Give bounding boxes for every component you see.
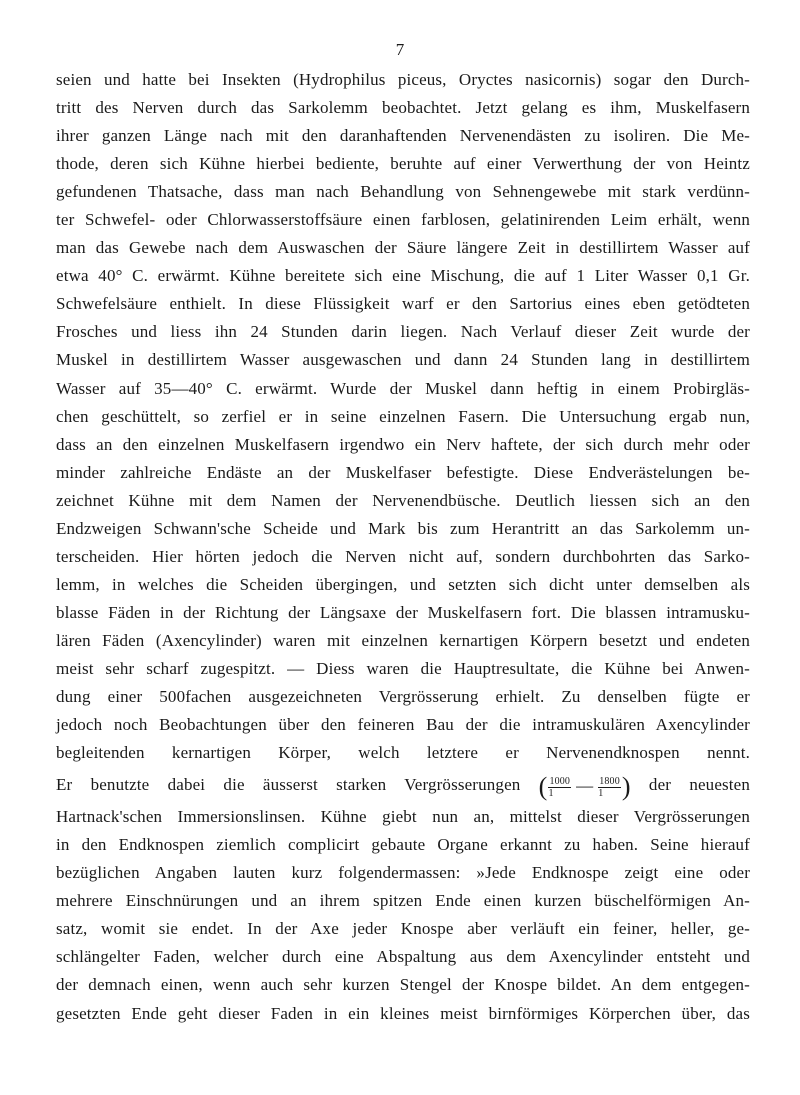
text-line: man das Gewebe nach dem Auswaschen der Säure längere Zeit in destillirtem Wasser auf xyxy=(56,238,750,258)
magnification-fraction xyxy=(539,768,631,804)
fraction-1000 xyxy=(548,776,571,799)
text-line: Endzweigen Schwann'sche Scheide und Mark bis zum Herantritt an das Sarkolemm un- xyxy=(56,518,750,538)
text-line: terscheiden. Hier hörten jedoch die Nerven nicht auf, sondern durchbohrten das Sarko- xyxy=(56,546,750,566)
text-line: Frosches und liess ihn 24 Stunden darin liegen. Nach Verlauf dieser Zeit wurde der xyxy=(56,322,750,342)
text-line: jedoch noch Beobachtungen über den feineren Bau der die intramuskulären Axencylinder xyxy=(56,715,750,735)
text-segment: der neuesten xyxy=(648,775,750,795)
text-line: lemm, in welches die Scheiden übergingen, und setzten sich dicht unter demselben als xyxy=(56,574,750,594)
fraction-1800 xyxy=(598,776,621,799)
text-line: bezüglichen Angaben lauten kurz folgendermassen: »Jede Endknospe zeigt eine oder xyxy=(56,863,750,883)
dash: — xyxy=(576,776,594,796)
text-line: thode, deren sich Kühne hierbei bediente, beruhte auf einer Verwerthung der von Heintz xyxy=(56,154,750,174)
text-line: Schwefelsäure enthielt. In diese Flüssigkeit warf er den Sartorius eines eben getödteten xyxy=(56,294,750,314)
text-line: begleitenden kernartigen Körper, welch letztere er Nervenendknospen nennt. xyxy=(56,743,750,763)
text-line: chen geschüttelt, so zerfiel er in seine einzelnen Fasern. Die Untersuchung ergab nun, xyxy=(56,406,750,426)
fraction-numerator: 1800 xyxy=(599,775,620,787)
fraction-denominator: 1 xyxy=(598,787,604,799)
text-line: Muskel in destillirtem Wasser ausgewaschen und dann 24 Stunden lang in destillirtem xyxy=(56,350,750,370)
body-text xyxy=(56,66,750,1028)
text-line: minder zahlreiche Endäste an der Muskelfaser befestigte. Diese Endverästelungen be- xyxy=(56,462,750,482)
text-line: zeichnet Kühne mit dem Namen der Nervenendbüsche. Deutlich liessen sich an den xyxy=(56,490,750,510)
text-line: Hartnack'schen Immersionslinsen. Kühne giebt nun an, mittelst dieser Vergrösserungen xyxy=(56,807,750,827)
text-line: lären Fäden (Axencylinder) waren mit einzelnen kernartigen Körpern besetzt und endeten xyxy=(56,630,750,650)
fraction-denominator: 1 xyxy=(548,787,554,799)
close-paren: ) xyxy=(621,772,631,802)
text-line: seien und hatte bei Insekten (Hydrophilus piceus, Oryctes nasicornis) sogar den Durch- xyxy=(56,70,750,89)
text-line: satz, womit sie endet. In der Axe jeder Knospe aber verläuft ein feiner, heller, ge- xyxy=(56,919,750,939)
text-line: gesetzten Ende geht dieser Faden in ein kleines meist birnförmiges Körperchen über, das xyxy=(56,1003,750,1023)
text-line: Wasser auf 35—40° C. erwärmt. Wurde der Muskel dann heftig in einem Probirgläs- xyxy=(56,378,750,398)
open-paren: ( xyxy=(538,772,548,802)
text-line: mehrere Einschnürungen und an ihrem spitzen Ende einen kurzen büschelförmigen An- xyxy=(56,891,750,911)
page-number: 7 xyxy=(395,40,405,59)
text-line: meist sehr scharf zugespitzt. — Diess waren die Hauptresultate, die Kühne bei Anwen- xyxy=(56,658,750,678)
text-line: dung einer 500fachen ausgezeichneten Vergrösserung erhielt. Zu denselben fügte er xyxy=(56,687,750,707)
text-segment: Er benutzte dabei die äusserst starken Vergrösserungen xyxy=(56,775,521,795)
magnification-line xyxy=(56,767,750,803)
text-line: schlängelter Faden, welcher durch eine Abspaltung aus dem Axencylinder entsteht und xyxy=(56,947,750,967)
text-line: ihrer ganzen Länge nach mit den daranhaftenden Nervenendästen zu isoliren. Die Me- xyxy=(56,126,750,146)
text-line: der demnach einen, wenn auch sehr kurzen Stengel der Knospe bildet. An dem entgegen- xyxy=(56,975,750,995)
text-line: ter Schwefel- oder Chlorwasserstoffsäure einen farblosen, gelatinirenden Leim erhält, wenn xyxy=(56,210,750,230)
text-line: dass an den einzelnen Muskelfasern irgendwo ein Nerv haftete, der sich durch mehr oder xyxy=(56,434,750,454)
text-line: tritt des Nerven durch das Sarkolemm beobachtet. Jetzt gelang es ihm, Muskelfasern xyxy=(56,98,750,118)
text-line: gefundenen Thatsache, dass man nach Behandlung von Sehnengewebe mit stark verdünn- xyxy=(56,182,750,202)
text-line: in den Endknospen ziemlich complicirt gebaute Organe erkannt zu haben. Seine hierauf xyxy=(56,835,750,855)
text-line: blasse Fäden in der Richtung der Längsaxe der Muskelfasern fort. Die blassen intramusku- xyxy=(56,602,750,622)
text-line: etwa 40° C. erwärmt. Kühne bereitete sich eine Mischung, die auf 1 Liter Wasser 0,1 Gr. xyxy=(56,266,750,286)
fraction-numerator: 1000 xyxy=(549,775,571,787)
